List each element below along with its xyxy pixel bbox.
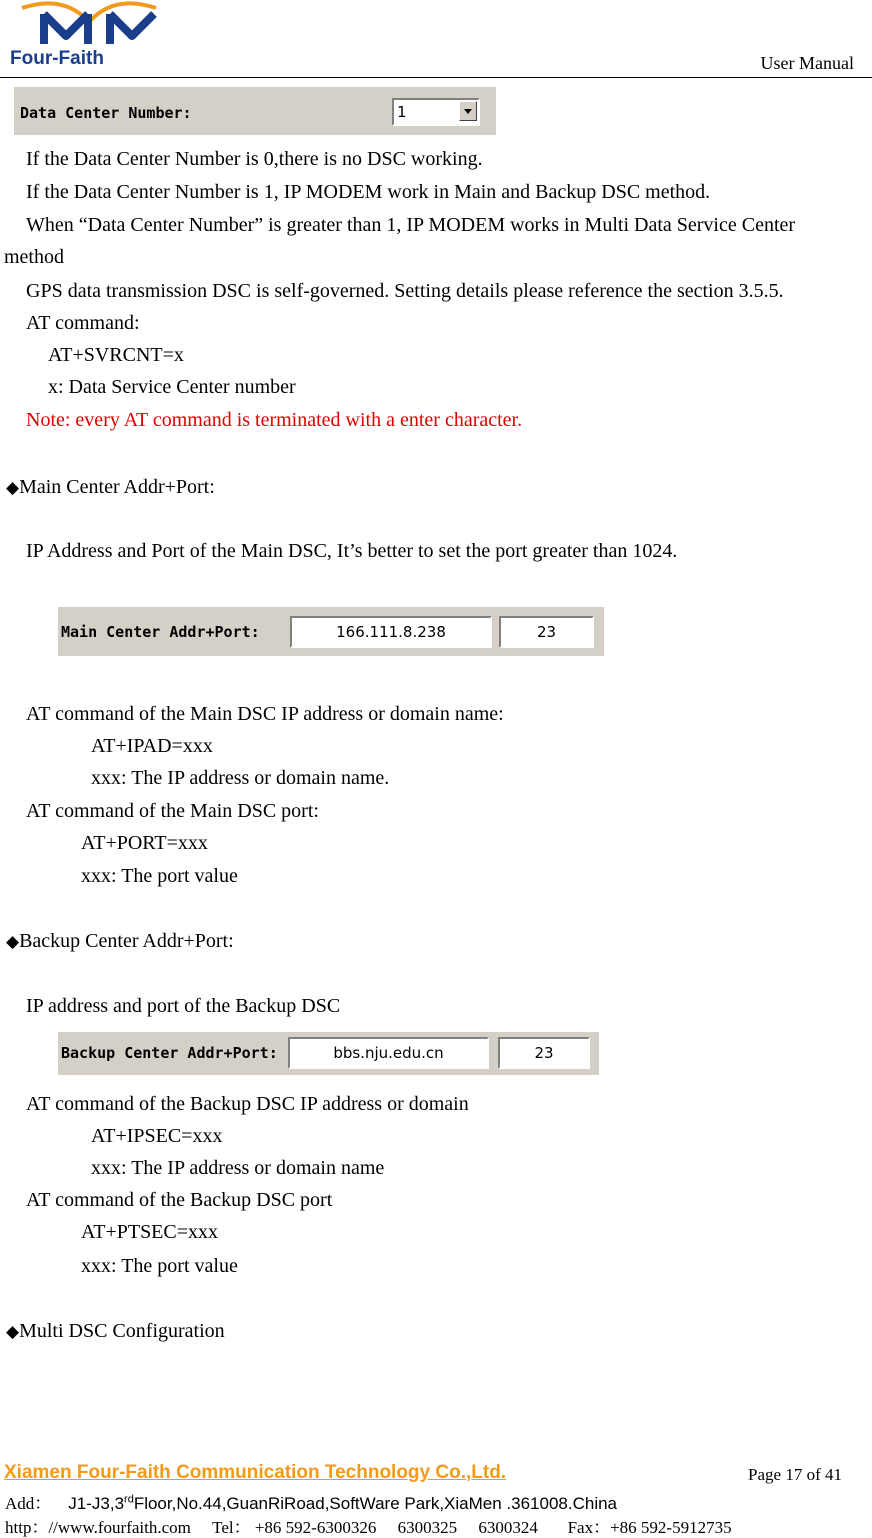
paragraph: AT command of the Main DSC port:	[26, 800, 319, 822]
page-number: Page 17 of 41	[748, 1465, 842, 1484]
paragraph: method	[4, 246, 64, 268]
paragraph: x: Data Service Center number	[48, 376, 296, 398]
backup-center-screenshot	[58, 1032, 599, 1075]
section-heading-backup	[6, 930, 234, 953]
data-center-number-select	[392, 98, 480, 126]
header-divider	[0, 77, 872, 78]
diamond-bullet-icon: ◆	[6, 478, 20, 498]
website-link[interactable]: http：//www.fourfaith.com	[5, 1518, 191, 1537]
paragraph: GPS data transmission DSC is self-governed. Setting details please reference the section 3.5.5.	[26, 280, 784, 302]
logo-text: Four-Faith	[10, 48, 104, 69]
main-center-port-field: 23	[499, 616, 594, 648]
data-center-number-value: 1	[397, 103, 407, 121]
document-title: User Manual	[760, 53, 854, 73]
at-command: AT+PORT=xxx	[81, 832, 208, 854]
address-superscript: rd	[124, 1493, 134, 1506]
paragraph: xxx: The IP address or domain name	[91, 1157, 385, 1179]
phone-numbers: Tel： +86 592-6300326 6300325 6300324	[212, 1518, 538, 1537]
section-heading-text: Main Center Addr+Port:	[19, 476, 215, 498]
four-faith-logo	[4, 0, 174, 72]
paragraph: AT command of the Main DSC IP address or domain name:	[26, 703, 504, 725]
main-center-screenshot	[58, 607, 604, 656]
paragraph: IP address and port of the Backup DSC	[26, 995, 341, 1017]
paragraph: AT command of the Backup DSC port	[26, 1189, 333, 1211]
at-command: AT+PTSEC=xxx	[81, 1221, 219, 1243]
at-command: AT+IPSEC=xxx	[91, 1125, 223, 1147]
paragraph: xxx: The port value	[81, 865, 238, 887]
paragraph: IP Address and Port of the Main DSC, It’s better to set the port greater than 1024.	[26, 540, 678, 562]
address-line-post: Floor,No.44,GuanRiRoad,SoftWare Park,XiaMen .361008.China	[133, 1494, 618, 1513]
main-center-label: Main Center Addr+Port:	[61, 623, 260, 641]
address-label: Add：	[5, 1494, 52, 1513]
section-heading-multi	[6, 1320, 225, 1343]
note-text: Note: every AT command is terminated with a enter character.	[26, 409, 523, 431]
data-center-number-screenshot	[14, 87, 496, 135]
footer-address	[5, 1489, 617, 1514]
paragraph: If the Data Center Number is 1, IP MODEM work in Main and Backup DSC method.	[26, 181, 711, 203]
chevron-down-icon	[459, 101, 477, 121]
fax-number: Fax：+86 592-5912735	[567, 1518, 732, 1537]
paragraph: xxx: The IP address or domain name.	[91, 767, 390, 789]
diamond-bullet-icon: ◆	[6, 1322, 20, 1342]
section-heading-text: Backup Center Addr+Port:	[19, 930, 234, 952]
at-command: AT+SVRCNT=x	[48, 344, 184, 366]
backup-center-label: Backup Center Addr+Port:	[61, 1044, 278, 1062]
main-center-ip-field: 166.111.8.238	[290, 616, 492, 648]
paragraph: If the Data Center Number is 0,there is no DSC working.	[26, 148, 483, 170]
section-heading-main	[6, 476, 215, 499]
paragraph: AT command of the Backup DSC IP address or domain	[26, 1093, 469, 1115]
backup-center-ip-field: bbs.nju.edu.cn	[288, 1037, 489, 1069]
paragraph: xxx: The port value	[81, 1255, 238, 1277]
address-line-pre: J1-J3,3	[68, 1494, 125, 1513]
section-heading-text: Multi DSC Configuration	[19, 1320, 225, 1342]
data-center-number-label: Data Center Number:	[20, 104, 192, 122]
paragraph: AT command:	[26, 312, 140, 334]
at-command: AT+IPAD=xxx	[91, 735, 213, 757]
diamond-bullet-icon: ◆	[6, 932, 20, 952]
footer-company-link[interactable]: Xiamen Four-Faith Communication Technology Co.,Ltd.	[4, 1462, 507, 1483]
paragraph: When “Data Center Number” is greater than 1, IP MODEM works in Multi Data Service Center	[26, 214, 796, 236]
backup-center-port-field: 23	[498, 1037, 590, 1069]
footer-contact	[5, 1513, 732, 1538]
